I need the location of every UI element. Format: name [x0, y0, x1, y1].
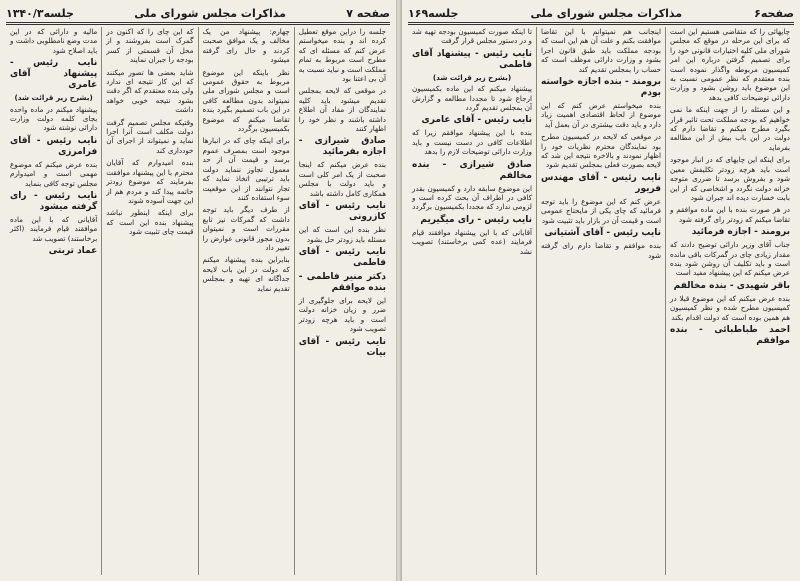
speaker-heading: نایب رئیس - آقای مهندس فریور [541, 172, 661, 194]
left-page-title: مذاکرات مجلس شورای ملی [134, 6, 286, 20]
paragraph: چایهائی را که متقاضی هستیم این است که برای این مرحله در موقع که مجلس شورای ملی کلیه اختیارات قانونی خود را برای تصمیم گرفتن درباره این امر کمیسیون مربوطه واگذار نموده است بنده معتقدم که نظر عمومی نسبت به این موضوع باید روشن بشود و وزارت دارائی توضیحات کافی بدهد [670, 27, 790, 102]
paragraph: برای اینکه اینطور نباشد پیشنهاد بنده این است که قیمت چای تثبیت شود [106, 208, 194, 237]
left-page-header [6, 5, 390, 21]
paragraph: بنابراین بنده پیشنهاد میکنم که دولت در این باب لایحه جداگانه ای تهیه و بمجلس تقدیم نماید [202, 255, 290, 293]
speaker-heading: نایب رئیس - پیشنهاد آقای عامری [10, 58, 98, 91]
speaker-heading: نایب رئیس - آقای عامری [421, 115, 532, 126]
speaker-heading: صادق شیرازی - اجازه بفرمائید [298, 136, 386, 158]
paragraph: بنده عرض میکنم که موضوع مهمی است و امیدوارم مجلس توجه کافی بنماید [10, 159, 98, 188]
speaker-heading: دکتر منیر فاطمی - بنده موافقم [298, 271, 386, 293]
paragraph: از طرف دیگر باید توجه داشت که گمرکات نیز تابع مقررات است و نمیتوان بدون مجوز قانونی عوارض را تغییر داد [202, 205, 290, 252]
right-page-columns [408, 27, 794, 575]
paragraph: نظر بنده این است که این مسئله باید زودتر حل بشود [298, 225, 386, 244]
speaker-heading: نایب رئیس - رای گرفته میشود [10, 191, 98, 213]
paragraph: و این مسئله را از جهت اینکه ما نمی خواهیم که بودجه مملکت تحت تاثیر قرار بگیرد مطرح میکنم و تقاضا دارم که دولت در این باب بیش از این مطالعه بفرماید [670, 105, 790, 152]
speaker-heading: نایب رئیس - آقای کازرونی [298, 201, 386, 223]
paragraph: بنده موافقم و تقاضا دارم رای گرفته شود [541, 241, 661, 260]
right-page-number: صفحه۶ [754, 6, 794, 20]
speaker-heading: عماد تربتی [48, 246, 98, 257]
paragraph: پیشنهاد میکنم که این ماده بکمیسیون ارجاع شود تا مجددا مطالعه و گزارش آن بمجلس تقدیم گردد [412, 84, 532, 113]
speaker-heading: نایب رئیس - آقای فاطمی [298, 246, 386, 268]
paragraph: مالیه و دارائی که در این مدت وضع نامطلوبی داشت و باید اصلاح شود [10, 27, 98, 55]
center-note: (بشرح زیر قرائت شد) [14, 93, 93, 103]
paragraph: اینجانب هم نمیتوانم با این تقاضا موافقت بکنم و علت آن هم این است که بودجه مملکت باید طبق قانون اجرا بشود و وزارت دارائی موظف است که حساب را بمجلس تقدیم کند [541, 27, 661, 74]
paragraph: تا اینکه صورت کمیسیون بودجه تهیه شد و در دستور مجلس قرار گرفت [412, 27, 532, 46]
speaker-heading: نایب رئیس - آقای فرامرزی [10, 135, 98, 157]
left-page-session: جلسه۱۳۴۰/۳ [6, 6, 74, 20]
paragraph: جلسه را دراین موقع تعطیل کرده اند و بنده میخواستم عرض کنم که مسئله ای که مطرح است مربوط به تمام مملکت است و نباید نسبت به آن بی اعتنا بود [298, 27, 386, 84]
right-page [402, 0, 800, 581]
paragraph: آقایانی که با این ماده موافقند قیام فرمایند (اکثر برخاستند) تصویب شد [10, 215, 98, 243]
paragraph: شاید بعضی ها تصور میکنند که این کار نتیجه ای ندارد ولی بنده معتقدم که اگر دقت بشود نتیجه خوبی خواهد داشت [106, 67, 194, 115]
paragraph: چهارم: پیشنهاد من یک مخالف و یک موافق صحبت کردند و حال رای گرفته میشود [202, 27, 290, 65]
speaker-heading: برومند - اجازه فرمائید [691, 227, 790, 238]
center-note: (بشرح زیر قرائت شد) [432, 72, 512, 82]
left-page [0, 0, 396, 581]
left-page-number: صفحه ۷ [346, 6, 390, 20]
text-column [408, 27, 536, 575]
left-page-columns [6, 27, 390, 575]
speaker-heading: نایب رئیس - آقای آشتیانی [544, 228, 661, 239]
paragraph: نظر باینکه این موضوع مربوط به حقوق عمومی است و مجلس شورای ملی نمیتواند بدون مطالعه کافی در این باب تصمیم بگیرد بنده تقاضا میکنم که موضوع بکمیسیون برگردد [202, 67, 290, 134]
paragraph: پیشنهاد میکنم در ماده واحده بجای کلمه دولت وزارت دارائی نوشته شود [10, 104, 98, 133]
speaker-heading: نایب رئیس - آقای بیات [298, 336, 386, 358]
speaker-heading: صادق شیرازی - بنده مخالفم [412, 159, 532, 181]
paragraph: برای اینکه این چایهای که در انبار موجود است باید هرچه زودتر تکلیفش معین شود و بفروش برسد تا ضرری متوجه خزانه دولت نگردد و اشخاصی که از این بابت خسارت دیده اند جبران شود [670, 155, 790, 202]
text-column [198, 27, 294, 575]
paragraph: بنده با این پیشنهاد موافقم زیرا که اطلاعات کافی در دست نیست و باید وزارت دارائی توضیحات لازم را بدهد [412, 128, 532, 157]
speaker-heading: باقر شهیدی - بنده مخالفم [673, 280, 790, 291]
paragraph: در موقعی که لایحه بمجلس تقدیم میشود باید کلیه نمایندگان از مفاد آن اطلاع داشته باشند و نظر خود را اظهار کنند [298, 86, 386, 134]
paragraph: این لایحه برای جلوگیری از ضرر و زیان خزانه دولت است و باید هرچه زودتر تصویب شود [298, 295, 386, 334]
paragraph: وقتیکه مجلس تصمیم گرفت دولت مکلف است آنرا اجرا نماید و نمیتواند از اجرای آن خودداری کند [106, 117, 194, 155]
right-page-session: جلسه۱۶۹ [408, 6, 459, 20]
text-column [665, 27, 794, 575]
text-column [101, 27, 197, 575]
text-column [294, 27, 390, 575]
right-header-rule [408, 22, 794, 25]
paragraph: برای اینکه چای که در انبارها موجود است بمصرف عموم برسد و قیمت آن از حد معمول تجاوز ننماید دولت باید ترتیبی اتخاذ نماید که تجار نتوانند از این موقعیت سوء استفاده کنند [202, 136, 290, 202]
paragraph: بنده میخواستم عرض کنم که این موضوع از لحاظ اقتصادی اهمیت زیاد دارد و باید دقت بیشتری در آن بعمل آید [541, 101, 661, 129]
speaker-heading: نایب رئیس - رای میگیریم [420, 214, 532, 225]
paragraph: بنده عرض میکنم که این موضوع قبلا در کمیسیون مطرح شده و نظر کمیسیون هم همین بوده است که دولت اقدام بکند [670, 293, 790, 322]
speaker-heading: نایب رئیس - پیشنهاد آقای فاطمی [412, 48, 532, 70]
paragraph: بنده عرض میکنم که اینجا صحبت از یک امر کلی است و باید دولت با مجلس همکاری کامل داشته باشد [298, 160, 386, 198]
paragraph: عرض کنم که این موضوع را باید توجه فرمائید که چای یکی از مایحتاج عمومی است و قیمت آن در بازار باید تثبیت شود [541, 196, 661, 225]
paragraph: این موضوع سابقه دارد و کمیسیون بقدر کافی در اطراف آن بحث کرده است و لزومی ندارد که مجددا بکمیسیون برگردد [412, 183, 532, 212]
paragraph: جناب آقای وزیر دارائی توضیح دادند که مقدار زیادی چای در گمرکات باقی مانده است و باید تکلیف آن روشن شود بنده عرض میکنم که این پیشنهاد مفید است [670, 240, 790, 278]
text-column [6, 27, 101, 575]
paragraph: بنده امیدوارم که آقایان محترم با این پیشنهاد موافقت بفرمایند که موضوع زودتر خاتمه پیدا کند و مردم هم از این جهت آسوده شوند [106, 158, 194, 205]
paragraph: آقایانی که با این پیشنهاد موافقند قیام فرمایند (عده کمی برخاستند) تصویب نشد [412, 227, 532, 256]
right-page-header [408, 5, 794, 21]
right-page-title: مذاکرات مجلس شورای ملی [530, 6, 683, 20]
paragraph: در موقعی که لایحه در کمیسیون مطرح بود نمایندگان محترم نظریات خود را اظهار نمودند و بالاخره نتیجه این شد که لایحه بصورت فعلی بمجلس تقدیم شود [541, 132, 661, 170]
left-header-rule [6, 22, 390, 25]
paragraph: در هر صورت بنده با این ماده موافقم و تقاضا میکنم که زودتر رای گرفته شود [670, 205, 790, 224]
speaker-heading: احمد طباطبائی - بنده موافقم [670, 324, 790, 346]
paragraph: که این چای را که اکنون در گمرک است بفروشند و از محل آن قسمتی از کسر بودجه را جبران نمایند [106, 27, 194, 65]
text-column [536, 27, 665, 575]
speaker-heading: برومند - بنده اجازه خواسته بودم [541, 77, 661, 99]
